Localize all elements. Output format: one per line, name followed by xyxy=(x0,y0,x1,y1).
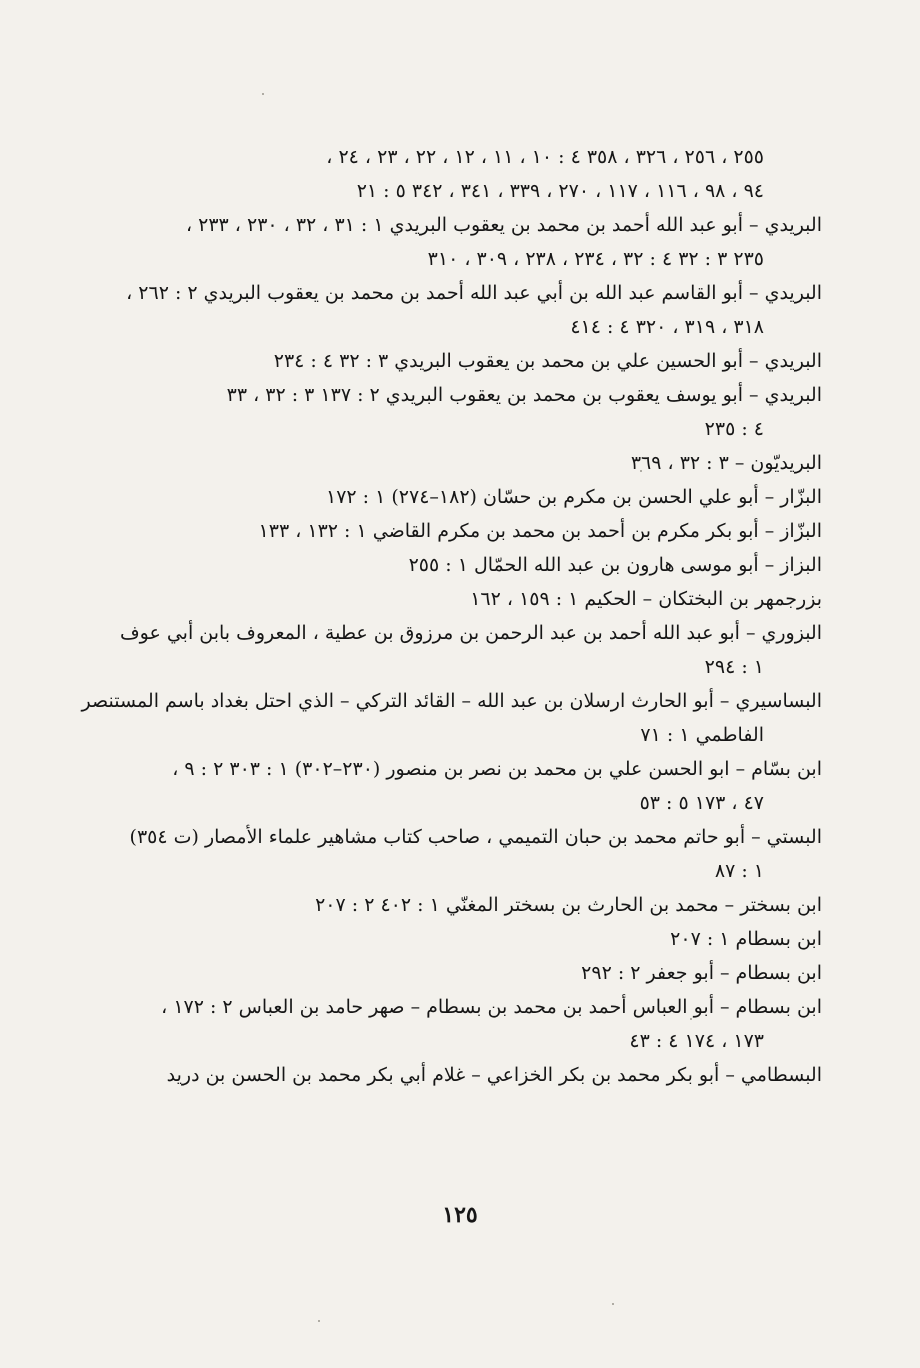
index-line: ابن بسختر – محمد بن الحارث بن بسختر المغنّي ١ : ٤٠٢ ٢ : ٢٠٧ xyxy=(315,894,822,916)
index-line: ابن بسطام – أبو جعفر ٢ : ٢٩٢ xyxy=(581,962,822,984)
index-line: ٤٧ ، ١٧٣ ٥ : ٥٣ xyxy=(639,792,764,814)
index-line: ابن بسطام – أبو العباس أحمد بن محمد بن بسطام – صهر حامد بن العباس ٢ : ١٧٢ ، xyxy=(161,996,822,1018)
index-line: ابن بسطام ١ : ٢٠٧ xyxy=(670,928,822,950)
paper-speck xyxy=(612,1303,614,1305)
index-line: ٣١٨ ، ٣١٩ ، ٣٢٠ ٤ : ٤١٤ xyxy=(570,316,764,338)
index-line: البستي – أبو حاتم محمد بن حبان التميمي ، صاحب كتاب مشاهير علماء الأمصار (ت ٣٥٤) xyxy=(129,826,822,848)
index-line: ٩٤ ، ٩٨ ، ١١٦ ، ١١٧ ، ٢٧٠ ، ٣٣٩ ، ٣٤١ ، ٣٤٢ ٥ : ٢١ xyxy=(356,180,764,202)
index-line: بزرجمهر بن البختكان – الحكيم ١ : ١٥٩ ، ١٦٢ xyxy=(470,588,822,610)
index-line: ابن بسّام – ابو الحسن علي بن محمد بن نصر بن منصور (٢٣٠–٣٠٢) ١ : ٣٠٣ ٢ : ٩ ، xyxy=(172,758,822,780)
index-line: ٤ : ٢٣٥ xyxy=(704,418,764,440)
index-entries xyxy=(81,140,822,1092)
index-line: البزّار – أبو علي الحسن بن مكرم بن حسّان (١٨٢–٢٧٤) ١ : ١٧٢ xyxy=(326,486,822,508)
index-line: البريدي – أبو يوسف يعقوب بن محمد بن يعقوب البريدي ٢ : ١٣٧ ٣ : ٣٢ ، ٣٣ xyxy=(226,384,822,406)
index-line: البريديّون – ٣ : ٣٢ ، ٣٦٩ xyxy=(630,452,822,474)
index-line: البزاز – أبو موسى هارون بن عبد الله الحمّال ١ : ٢٥٥ xyxy=(408,554,822,576)
page-number: ١٢٥ xyxy=(442,1202,478,1228)
index-line: البريدي – أبو القاسم عبد الله بن أبي عبد الله أحمد بن محمد بن يعقوب البريدي ٢ : ٢٦٢ ، xyxy=(126,282,822,304)
paper-speck xyxy=(262,93,264,95)
index-line: البزوري – أبو عبد الله أحمد بن عبد الرحمن بن مرزوق بن عطية ، المعروف بابن أبي عوف xyxy=(119,622,822,644)
index-line: ١ : ٨٧ xyxy=(714,860,764,882)
index-line: البريدي – أبو عبد الله أحمد بن محمد بن يعقوب البريدي ١ : ٣١ ، ٣٢ ، ٢٣٠ ، ٢٣٣ ، xyxy=(185,214,822,236)
index-line: البساسيري – أبو الحارث ارسلان بن عبد الله – القائد التركي – الذي احتل بغداد باسم المستنصر xyxy=(81,690,822,712)
paper-speck xyxy=(318,1320,320,1322)
index-line: البسطامي – أبو بكر محمد بن بكر الخزاعي – غلام أبي بكر محمد بن الحسن بن دريد xyxy=(166,1064,822,1086)
index-line: البزّاز – أبو بكر مكرم بن أحمد بن محمد بن مكرم القاضي ١ : ١٣٢ ، ١٣٣ xyxy=(258,520,822,542)
index-line: الفاطمي ١ : ٧١ xyxy=(640,724,764,746)
index-line: ١٧٣ ، ١٧٤ ٤ : ٤٣ xyxy=(629,1030,764,1052)
index-line: ٢٣٥ ٣ : ٣٢ ٤ : ٣٢ ، ٢٣٤ ، ٢٣٨ ، ٣٠٩ ، ٣١٠ xyxy=(427,248,764,270)
index-line: البريدي – أبو الحسين علي بن محمد بن يعقوب البريدي ٣ : ٣٢ ٤ : ٢٣٤ xyxy=(273,350,822,372)
index-line: ٢٥٥ ، ٢٥٦ ، ٣٢٦ ، ٣٥٨ ٤ : ١٠ ، ١١ ، ١٢ ، ٢٢ ، ٢٣ ، ٢٤ ، xyxy=(326,146,764,168)
index-line: ١ : ٢٩٤ xyxy=(704,656,764,678)
